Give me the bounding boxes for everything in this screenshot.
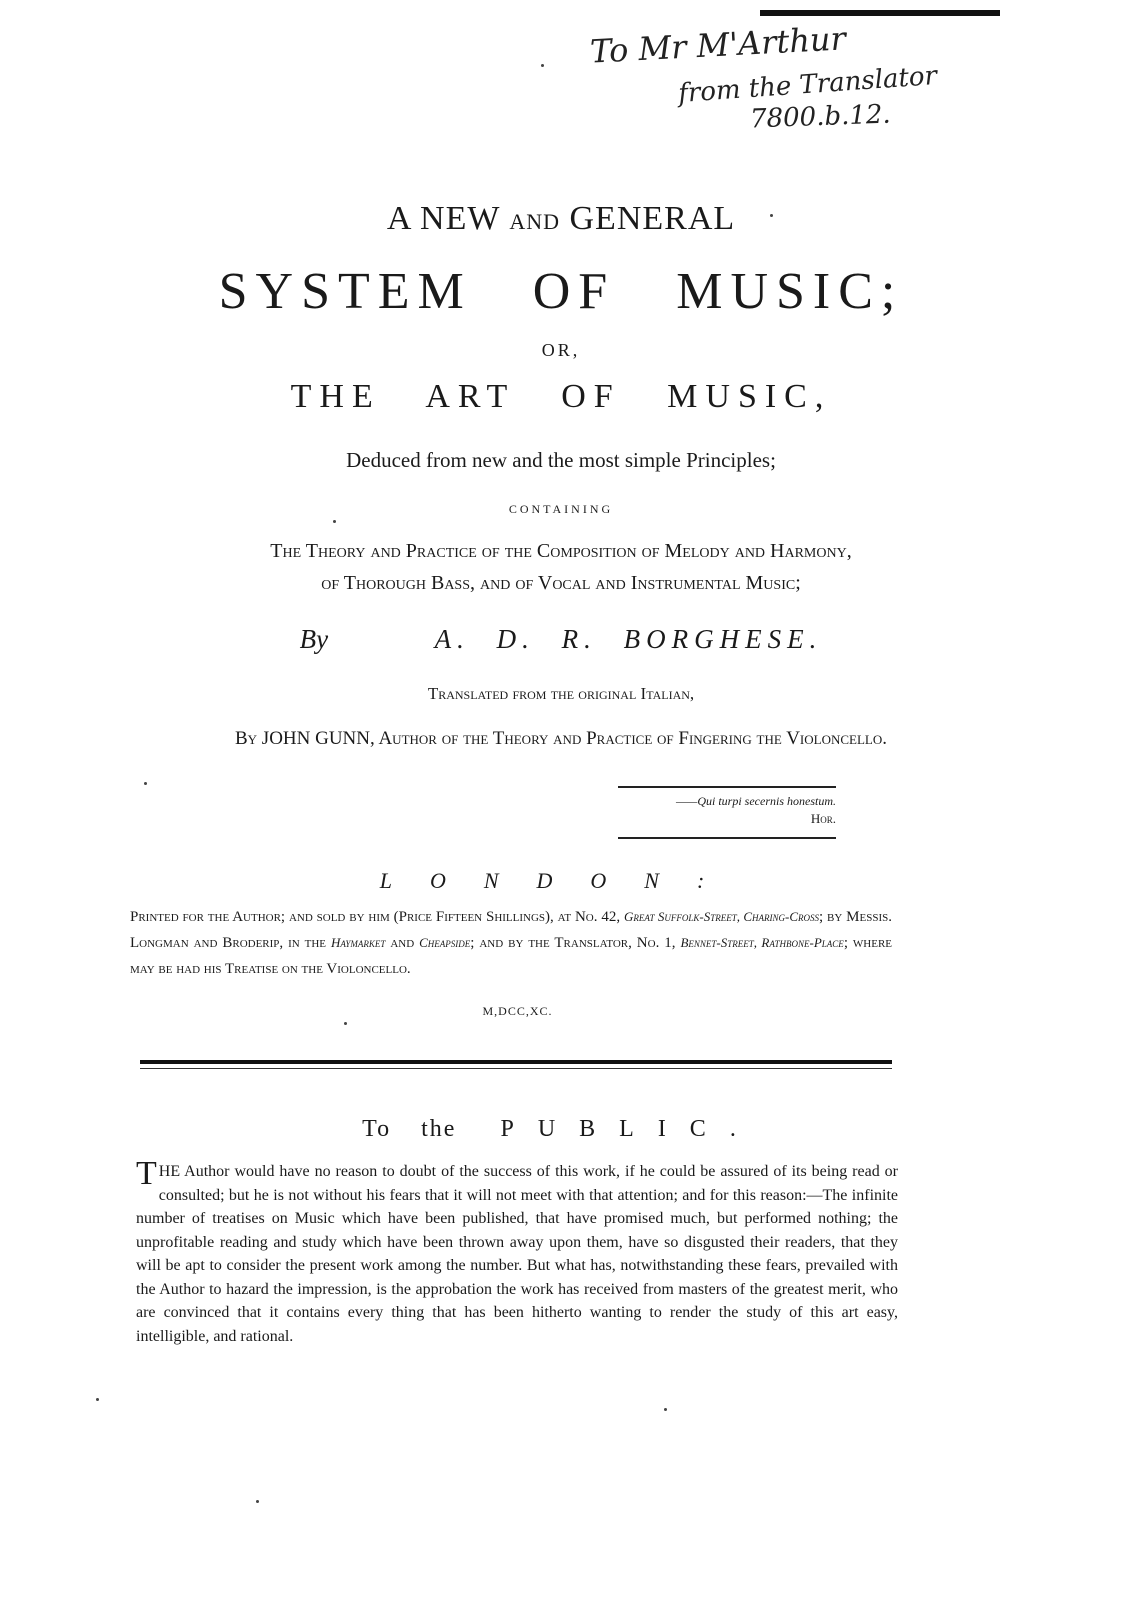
translated-line: Translated from the original Italian, — [427, 684, 695, 703]
motto-block — [618, 786, 836, 839]
paper-speck — [770, 214, 773, 217]
double-rule-thick — [140, 1060, 892, 1064]
title-line-1 — [0, 200, 1122, 238]
inscription-line-1: To Mr M'Arthur — [589, 19, 847, 71]
imprint-city: LONDON: — [379, 868, 743, 893]
imprint-part-a: Printed for the Author; and sold by him (Price Fifteen Shillings), at No. 42, — [130, 909, 621, 925]
public-body-text: HE Author would have no reason to doubt of the success of this work, if he could be assured of its being read or consulted; but he is not without his fears that it will not meet with that attention; and for this reason:—The infinite number of treatises on Music which have been published, that have promised much, but performed nothing; the unprofitable reading and study which have been thrown away upon them, have so disgusted their readers, that they will be apt to consider the present work among the number. But what has, notwithstanding these fears, prevailed with the Author to hazard the impression, is the approbation the work has received from masters of the greatest merit, who are convinced that it contains every thing that has been hitherto wanting to render the study of this art easy, intelligible, and rational. — [136, 1163, 898, 1345]
title-art-of-music: THE ART OF MUSIC, — [290, 378, 832, 415]
motto-rule-top — [618, 786, 836, 788]
public-heading — [0, 1116, 1122, 1143]
paper-speck — [541, 64, 544, 67]
paper-speck — [344, 1022, 347, 1025]
imprint-place-2: Cheapside — [419, 935, 471, 950]
paper-speck — [96, 1398, 99, 1401]
imprint-street-2: Bennet-Street, Rathbone-Place — [680, 935, 844, 950]
inscription-line-2: from the Translator — [677, 60, 938, 110]
title-and: AND — [509, 209, 560, 234]
imprint-street-1: Great Suffolk-Street, Charing-Cross — [623, 909, 819, 924]
author-by: By — [299, 624, 329, 654]
author-line — [0, 624, 1122, 655]
drop-cap: T — [136, 1155, 157, 1192]
public-address-paragraph — [136, 1155, 898, 1348]
contents-line-1: The Theory and Practice of the Composition of Melody and Harmony, — [270, 540, 852, 562]
top-rule — [760, 10, 1000, 16]
motto-text: ——Qui turpi secernis honestum. — [676, 794, 836, 808]
title-main: SYSTEM OF MUSIC; — [218, 263, 904, 320]
imprint-part-b: ; by Messis. Longman and Broderip, in the — [130, 909, 892, 951]
paper-speck — [333, 520, 336, 523]
heading-public: PUBLIC. — [500, 1116, 760, 1142]
motto-attribution: Hor. — [810, 811, 836, 826]
subtitle-deduced: Deduced from new and the most simple Principles; — [346, 448, 776, 472]
title-or: OR, — [541, 340, 581, 360]
paper-speck — [664, 1408, 667, 1411]
imprint-date: M,DCC,XC. — [482, 1004, 553, 1018]
imprint-text — [130, 904, 892, 982]
heading-the: the — [421, 1116, 457, 1142]
imprint-part-d: ; and by the Translator, No. 1, — [470, 935, 676, 951]
handwritten-inscription — [590, 18, 1010, 138]
double-rule-thin — [140, 1068, 892, 1069]
contents-line-2: of Thorough Bass, and of Vocal and Instrumental Music; — [321, 572, 801, 594]
imprint-place-1: Haymarket — [330, 935, 386, 950]
inscription-shelfmark: 7800.b.12. — [749, 99, 892, 135]
paper-speck — [256, 1500, 259, 1503]
motto-rule-bottom — [618, 837, 836, 839]
containing-label: CONTAINING — [508, 502, 614, 516]
author-name: A. D. R. BORGHESE. — [434, 624, 823, 654]
imprint-part-e: ; where may be had his Treatise on the Violoncello. — [130, 935, 893, 977]
title-new: A NEW — [386, 200, 500, 237]
title-general: GENERAL — [569, 200, 736, 237]
paper-speck — [144, 782, 147, 785]
imprint-part-c: and — [390, 935, 415, 951]
heading-to: To — [362, 1116, 392, 1142]
translator-line: By JOHN GUNN, Author of the Theory and Practice of Fingering the Violoncello. — [235, 728, 887, 749]
